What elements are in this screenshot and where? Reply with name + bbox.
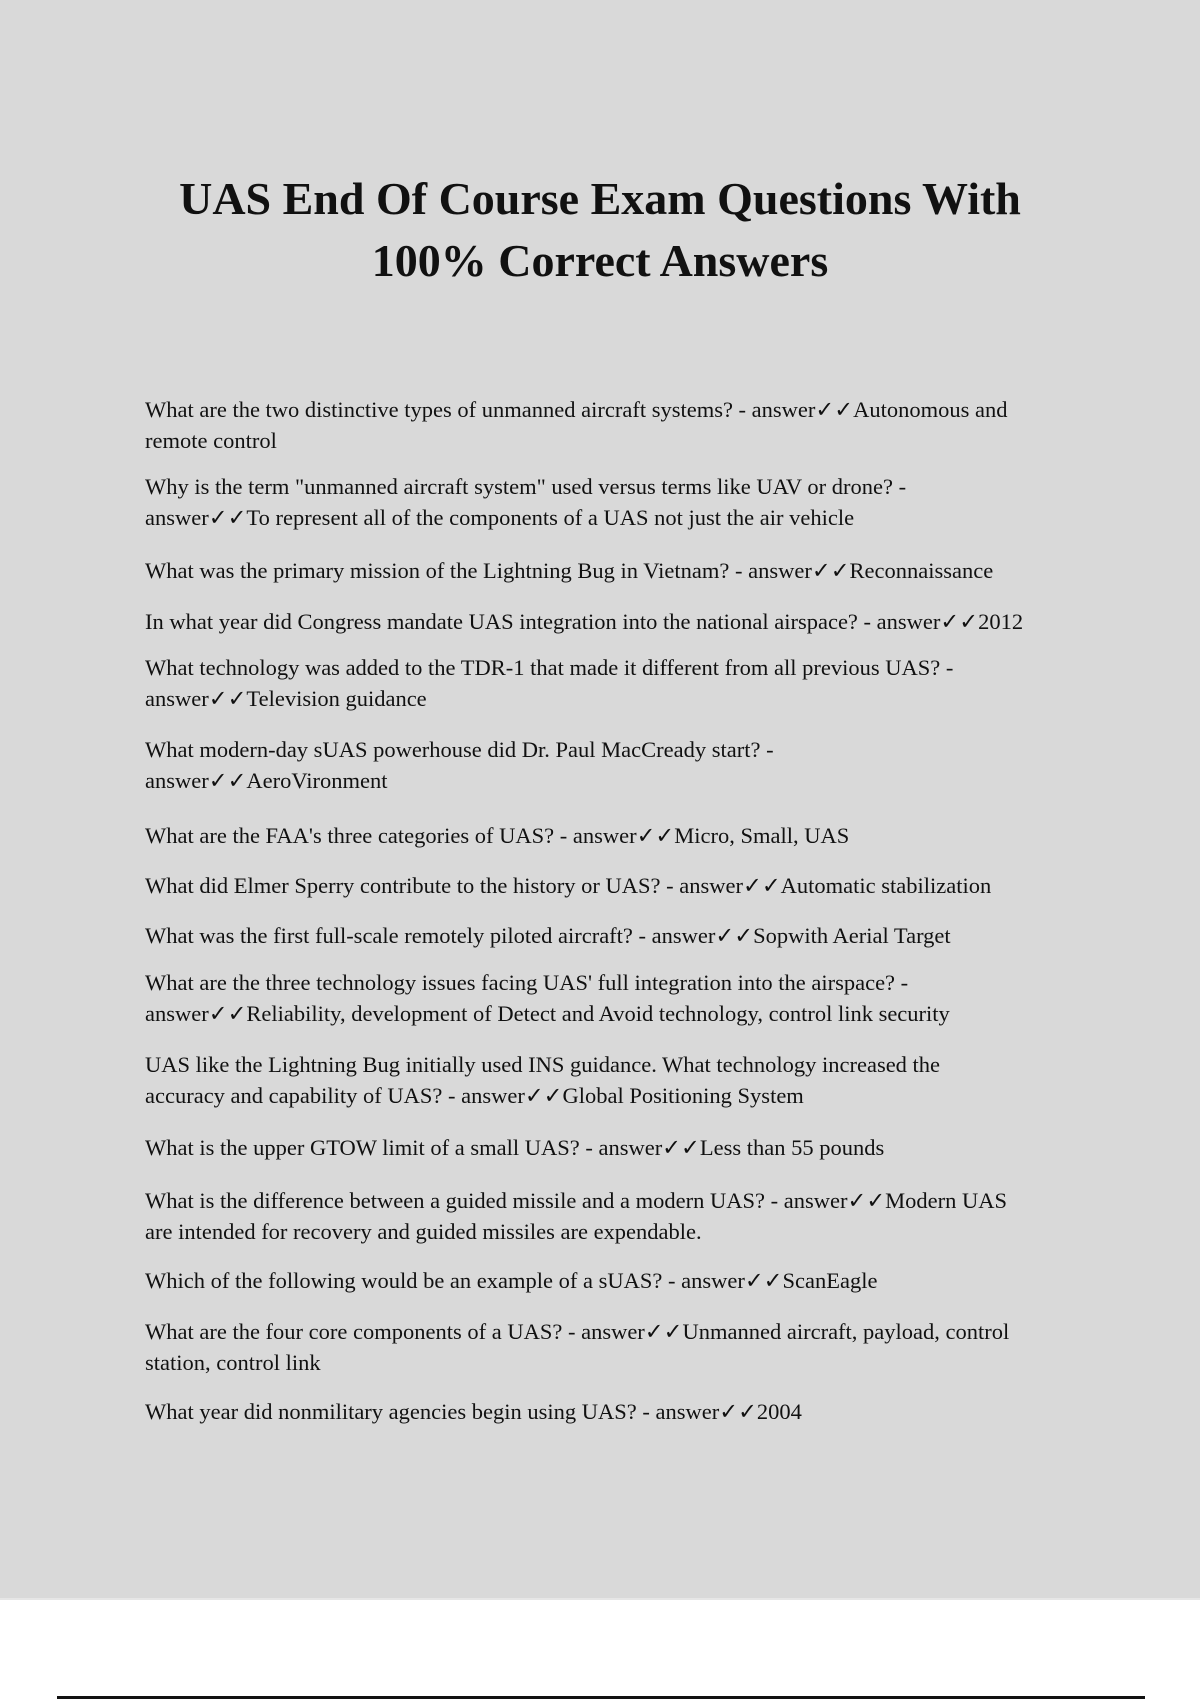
qa-line: What was the primary mission of the Lightning Bug in Vietnam? - answer✓✓Reconnaissance xyxy=(145,558,994,583)
qa-item xyxy=(145,1396,1145,1427)
qa-line: What are the two distinctive types of unmanned aircraft systems? - answer✓✓Autonomous and xyxy=(145,397,1008,422)
page-title xyxy=(0,168,1200,292)
qa-item xyxy=(145,1049,1145,1111)
qa-item xyxy=(145,820,1145,851)
qa-line: Which of the following would be an example of a sUAS? - answer✓✓ScanEagle xyxy=(145,1268,878,1293)
qa-line: UAS like the Lightning Bug initially used INS guidance. What technology increased the xyxy=(145,1052,941,1077)
qa-line: station, control link xyxy=(145,1350,321,1375)
title-line-2: 100% Correct Answers xyxy=(371,235,829,286)
qa-line: What are the four core components of a UAS? - answer✓✓Unmanned aircraft, payload, control xyxy=(145,1319,1010,1344)
qa-item xyxy=(145,1185,1145,1247)
qa-line: In what year did Congress mandate UAS integration into the national airspace? - answer✓✓2012 xyxy=(145,609,1024,634)
qa-line: answer✓✓Television guidance xyxy=(145,686,427,711)
qa-line: What was the first full-scale remotely piloted aircraft? - answer✓✓Sopwith Aerial Target xyxy=(145,923,951,948)
page-divider xyxy=(57,1696,1145,1699)
title-line-1: UAS End Of Course Exam Questions With xyxy=(179,173,1021,224)
qa-line: What technology was added to the TDR-1 that made it different from all previous UAS? - xyxy=(145,655,954,680)
qa-item xyxy=(145,1316,1145,1378)
qa-item xyxy=(145,555,1145,586)
qa-line: Why is the term "unmanned aircraft system" used versus terms like UAV or drone? - xyxy=(145,474,907,499)
qa-item xyxy=(145,471,1145,533)
qa-line: What are the three technology issues facing UAS' full integration into the airspace? - xyxy=(145,970,909,995)
qa-line: are intended for recovery and guided missiles are expendable. xyxy=(145,1219,702,1244)
qa-line: answer✓✓Reliability, development of Detect and Avoid technology, control link security xyxy=(145,1001,950,1026)
qa-line: answer✓✓AeroVironment xyxy=(145,768,388,793)
qa-item xyxy=(145,967,1145,1029)
qa-item xyxy=(145,734,1145,796)
qa-item xyxy=(145,652,1145,714)
qa-line: accuracy and capability of UAS? - answer✓✓Global Positioning System xyxy=(145,1083,804,1108)
qa-line: answer✓✓To represent all of the components of a UAS not just the air vehicle xyxy=(145,505,855,530)
qa-item xyxy=(145,1132,1145,1163)
qa-line: remote control xyxy=(145,428,277,453)
qa-item xyxy=(145,920,1145,951)
qa-line: What modern-day sUAS powerhouse did Dr. Paul MacCready start? - xyxy=(145,737,774,762)
qa-item xyxy=(145,1265,1145,1296)
qa-item xyxy=(145,394,1145,456)
qa-line: What did Elmer Sperry contribute to the history or UAS? - answer✓✓Automatic stabilization xyxy=(145,873,992,898)
qa-line: What are the FAA's three categories of UAS? - answer✓✓Micro, Small, UAS xyxy=(145,823,850,848)
qa-item xyxy=(145,870,1145,901)
qa-line: What is the difference between a guided missile and a modern UAS? - answer✓✓Modern UAS xyxy=(145,1188,1008,1213)
qa-line: What year did nonmilitary agencies begin using UAS? - answer✓✓2004 xyxy=(145,1399,802,1424)
qa-item xyxy=(145,606,1145,637)
qa-line: What is the upper GTOW limit of a small UAS? - answer✓✓Less than 55 pounds xyxy=(145,1135,885,1160)
